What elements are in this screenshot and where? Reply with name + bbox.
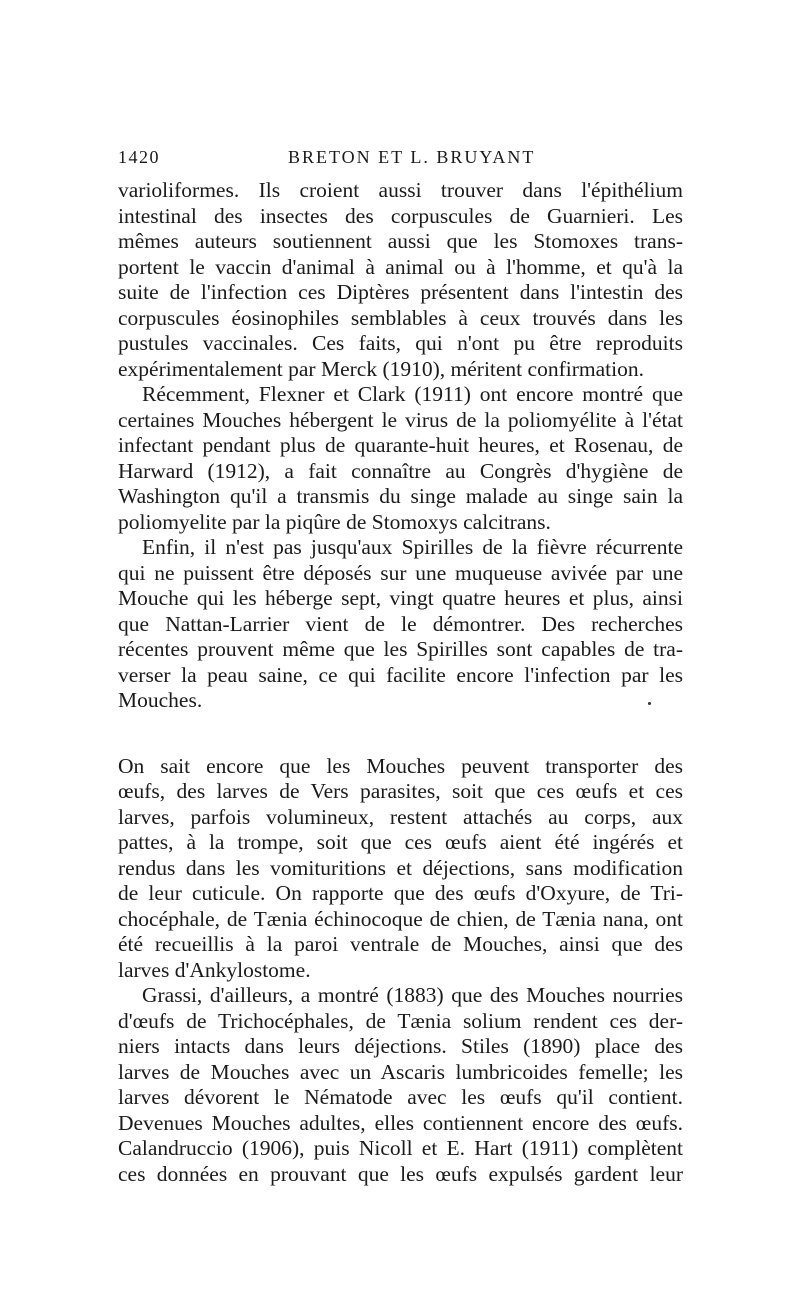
paragraph	[118, 754, 683, 984]
text-line: été recueillis à la paroi ventrale de Mouches, ainsi que des	[118, 932, 683, 956]
text-line: portent le vaccin d'animal à animal ou à l'homme, et qu'à la	[118, 254, 683, 279]
text-line: larves, parfois volumineux, restent attachés au corps, aux	[118, 804, 683, 829]
text-line: pattes, à la trompe, soit que ces œufs aient été ingérés et	[118, 830, 683, 854]
text-line: poliomyelite par la piqûre de Stomoxys calcitrans.	[118, 509, 551, 534]
text-line: infectant pendant plus de quarante-huit heures, et Rosenau, de	[118, 433, 683, 457]
text-line: larves d'Ankylostome.	[118, 957, 311, 982]
text-line: certaines Mouches hébergent le virus de la poliomyélite à l'état	[118, 407, 683, 432]
page-header	[118, 147, 683, 171]
text-line: chocéphale, de Tænia échinocoque de chien, de Tænia nana, ont	[118, 906, 683, 931]
text-line: Devenues Mouches adultes, elles contiennent encore des œufs.	[118, 1110, 683, 1135]
paragraph	[118, 535, 683, 714]
text-line: larves de Mouches avec un Ascaris lumbricoides femelle; les	[118, 1059, 683, 1084]
paragraph	[118, 983, 683, 1187]
text-line: Calandruccio (1906), puis Nicoll et E. Hart (1911) complètent	[118, 1136, 683, 1160]
text-line: Récemment, Flexner et Clark (1911) ont encore montré que	[142, 382, 683, 406]
text-line: pustules vaccinales. Ces faits, qui n'ont pu être reproduits	[118, 331, 683, 355]
text-line: ces données en prouvant que les œufs expulsés gardent leur	[118, 1161, 683, 1186]
text-line: de leur cuticule. On rapporte que des œufs d'Oxyure, de Tri-	[118, 881, 683, 905]
text-line: mêmes auteurs soutiennent aussi que les Stomoxes trans-	[118, 229, 683, 253]
text-line: suite de l'infection ces Diptères présentent dans l'intestin des	[118, 280, 683, 304]
text-line: On sait encore que les Mouches peuvent transporter des	[118, 753, 683, 778]
text-line: varioliformes. Ils croient aussi trouver dans l'épithélium	[118, 178, 683, 202]
text-line: Washington qu'il a transmis du singe malade au singe sain la	[118, 484, 683, 508]
text-line: récentes prouvent même que les Spirilles sont capables de tra-	[118, 637, 683, 661]
text-line: intestinal des insectes des corpuscules de Guarnieri. Les	[118, 203, 683, 228]
section-gap	[118, 714, 683, 754]
text-line: qui ne puissent être déposés sur une muqueuse avivée par une	[118, 560, 683, 585]
text-line: larves dévorent le Nématode avec les œufs qu'il contient.	[118, 1085, 683, 1109]
text-line: d'œufs de Trichocéphales, de Tænia solium rendent ces der-	[118, 1008, 683, 1033]
text-line: que Nattan-Larrier vient de le démontrer. Des recherches	[118, 611, 683, 636]
text-line: expérimentalement par Merck (1910), méritent confirmation.	[118, 356, 644, 381]
page-number: 1420	[118, 147, 160, 167]
running-head: BRETON ET L. BRUYANT	[288, 147, 536, 167]
text-line: Harward (1912), a fait connaître au Congrès d'hygiène de	[118, 458, 683, 483]
paragraph	[118, 382, 683, 535]
text-line: corpuscules éosinophiles semblables à ceux trouvés dans les	[118, 305, 683, 330]
text-line: verser la peau saine, ce qui facilite encore l'infection par les	[118, 662, 683, 687]
paragraph	[118, 178, 683, 382]
text-line: Enfin, il n'est pas jusqu'aux Spirilles de la fièvre récurrente	[142, 535, 683, 559]
text-line: œufs, des larves de Vers parasites, soit que ces œufs et ces	[118, 779, 683, 803]
text-line: niers intacts dans leurs déjections. Stiles (1890) place des	[118, 1034, 683, 1058]
text-line: Grassi, d'ailleurs, a montré (1883) que des Mouches nourries	[142, 983, 683, 1007]
text-line: rendus dans les vomituritions et déjections, sans modification	[118, 855, 683, 880]
body-text	[118, 178, 683, 1187]
text-line: Mouches.	[118, 688, 203, 712]
text-line: Mouche qui les héberge sept, vingt quatre heures et plus, ainsi	[118, 586, 683, 610]
